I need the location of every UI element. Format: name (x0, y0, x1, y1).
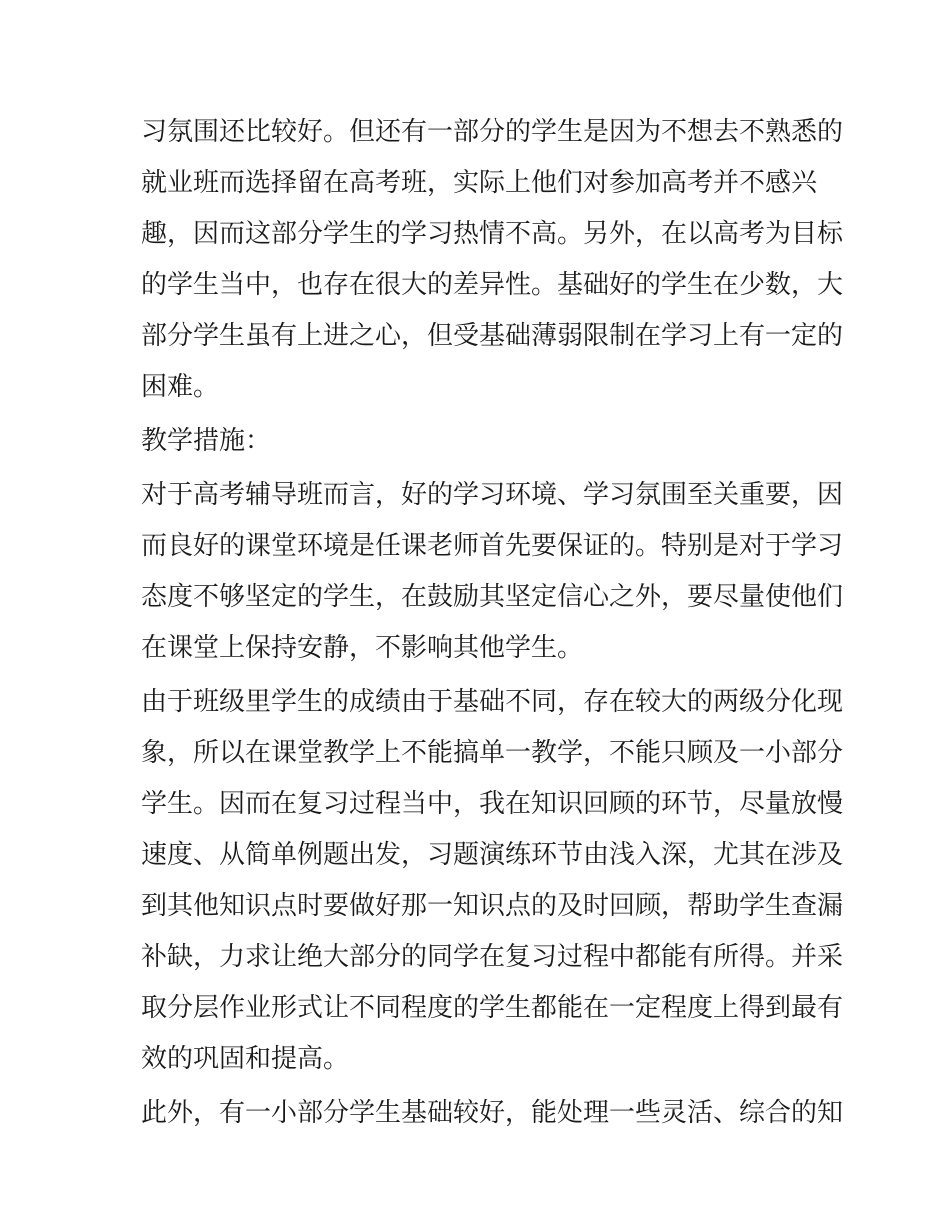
text-line: 而良好的课堂环境是任课老师首先要保证的。特别是对于学习 (141, 531, 844, 561)
paragraph-layered-teaching (141, 677, 844, 1085)
text-line: 的学生当中，也存在很大的差异性。基础好的学生在少数，大 (141, 270, 844, 300)
text-line: 态度不够坚定的学生，在鼓励其坚定信心之外，要尽量使他们 (141, 582, 844, 612)
text-line: 习氛围还比较好。但还有一部分的学生是因为不想去不熟悉的 (141, 117, 844, 147)
text-line: 趣，因而这部分学生的学习热情不高。另外，在以高考为目标 (141, 219, 844, 249)
text-line: 困难。 (141, 372, 220, 402)
text-line: 取分层作业形式让不同程度的学生都能在一定程度上得到最有 (141, 993, 844, 1023)
text-line: 对于高考辅导班而言，好的学习环境、学习氛围至关重要，因 (141, 480, 844, 510)
text-line: 此外，有一小部分学生基础较好，能处理一些灵活、综合的知 (141, 1098, 844, 1128)
text-line: 学生。因而在复习过程当中，我在知识回顾的环节，尽量放慢 (141, 789, 844, 819)
text-line: 补缺，力求让绝大部分的同学在复习过程中都能有所得。并采 (141, 942, 844, 972)
document-body (141, 107, 844, 1139)
section-heading-teaching-measures (141, 416, 821, 467)
paragraph-advanced-students (141, 1088, 844, 1139)
text-line: 象，所以在课堂教学上不能搞单一教学，不能只顾及一小部分 (141, 738, 844, 768)
section-heading: 教学措施： (141, 426, 272, 456)
text-line: 到其他知识点时要做好那一知识点的及时回顾，帮助学生查漏 (141, 891, 844, 921)
text-line: 效的巩固和提高。 (141, 1044, 350, 1074)
text-line: 速度、从简单例题出发，习题演练环节由浅入深，尤其在涉及 (141, 840, 844, 870)
text-line: 部分学生虽有上进之心，但受基础薄弱限制在学习上有一定的 (141, 321, 844, 351)
text-line: 由于班级里学生的成绩由于基础不同，存在较大的两级分化现 (141, 687, 844, 717)
paragraph-class-situation (141, 107, 844, 413)
paragraph-learning-environment (141, 470, 844, 674)
text-line: 在课堂上保持安静，不影响其他学生。 (141, 633, 584, 663)
text-line: 就业班而选择留在高考班，实际上他们对参加高考并不感兴 (141, 168, 818, 198)
